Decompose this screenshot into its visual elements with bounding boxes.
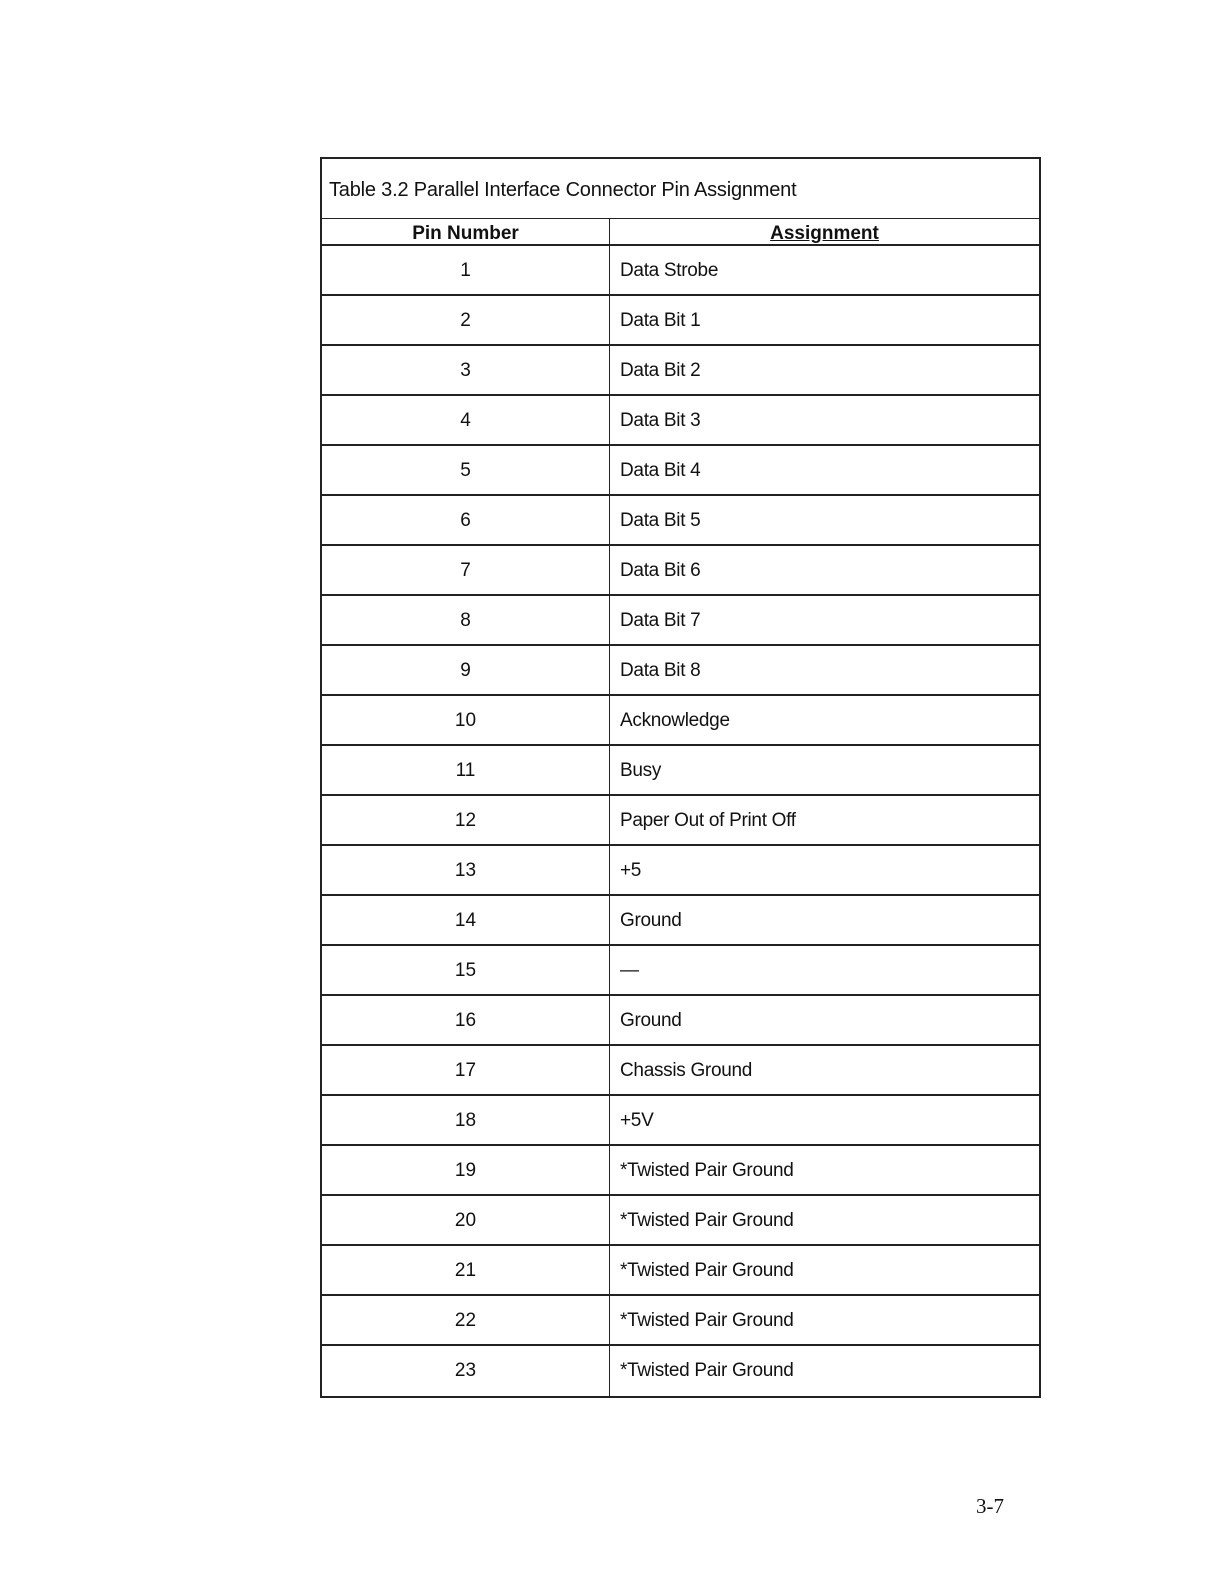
table-row — [322, 346, 1039, 396]
pin-number-cell: 6 — [322, 496, 610, 544]
assignment-cell: +5 — [620, 860, 642, 881]
table-row — [322, 446, 1039, 496]
pin-number-cell: 2 — [322, 296, 610, 344]
table-row — [322, 1296, 1039, 1346]
assignment-cell: Paper Out of Print Off — [620, 810, 796, 831]
assignment-cell: *Twisted Pair Ground — [620, 1310, 794, 1331]
assignment-cell: Data Bit 4 — [620, 460, 701, 481]
pin-number-cell: 13 — [322, 846, 610, 894]
assignment-cell: Data Bit 6 — [620, 560, 701, 581]
table-row — [322, 946, 1039, 996]
pin-number-cell: 12 — [322, 796, 610, 844]
table-row — [322, 696, 1039, 746]
table-row — [322, 746, 1039, 796]
table-row — [322, 396, 1039, 446]
assignment-cell: *Twisted Pair Ground — [620, 1210, 794, 1231]
assignment-cell: — — [620, 960, 639, 981]
table-row — [322, 1146, 1039, 1196]
assignment-cell: Ground — [620, 910, 682, 931]
table-row — [322, 296, 1039, 346]
pin-number-cell: 1 — [322, 246, 610, 294]
pin-number-cell: 4 — [322, 396, 610, 444]
pin-number-cell: 9 — [322, 646, 610, 694]
table-body — [322, 246, 1039, 1396]
pin-number-cell: 14 — [322, 896, 610, 944]
table-row — [322, 846, 1039, 896]
assignment-cell: Data Bit 8 — [620, 660, 701, 681]
pin-number-cell: 21 — [322, 1246, 610, 1294]
pin-number-cell: 23 — [322, 1346, 610, 1396]
pin-number-cell: 16 — [322, 996, 610, 1044]
pin-number-cell: 10 — [322, 696, 610, 744]
table-header-row — [322, 219, 1039, 246]
header-assignment: Assignment — [770, 223, 879, 244]
assignment-cell: Busy — [620, 760, 662, 781]
assignment-cell: *Twisted Pair Ground — [620, 1260, 794, 1281]
assignment-cell: Data Bit 7 — [620, 610, 701, 631]
table-row — [322, 1246, 1039, 1296]
assignment-cell: *Twisted Pair Ground — [620, 1160, 794, 1181]
assignment-cell: Ground — [620, 1010, 682, 1031]
assignment-cell: Data Bit 1 — [620, 310, 701, 331]
pin-number-cell: 11 — [322, 746, 610, 794]
pin-number-cell: 7 — [322, 546, 610, 594]
pin-number-cell: 5 — [322, 446, 610, 494]
assignment-cell: Acknowledge — [620, 710, 730, 731]
table-row — [322, 1346, 1039, 1396]
pin-number-cell: 17 — [322, 1046, 610, 1094]
pin-number-cell: 20 — [322, 1196, 610, 1244]
table-row — [322, 496, 1039, 546]
assignment-cell: Data Bit 2 — [620, 360, 701, 381]
assignment-cell: Data Strobe — [620, 260, 719, 281]
table-row — [322, 1096, 1039, 1146]
table-caption: Table 3.2 Parallel Interface Connector Pin Assignment — [322, 159, 1039, 219]
header-pin-number: Pin Number — [322, 219, 610, 244]
pin-number-cell: 19 — [322, 1146, 610, 1194]
table-row — [322, 546, 1039, 596]
table-row — [322, 796, 1039, 846]
table-row — [322, 896, 1039, 946]
table-row — [322, 596, 1039, 646]
pin-assignment-table — [320, 157, 1041, 1398]
table-row — [322, 646, 1039, 696]
assignment-cell: Data Bit 5 — [620, 510, 701, 531]
pin-number-cell: 22 — [322, 1296, 610, 1344]
table-row — [322, 246, 1039, 296]
table-row — [322, 996, 1039, 1046]
assignment-cell: Data Bit 3 — [620, 410, 701, 431]
pin-number-cell: 18 — [322, 1096, 610, 1144]
table-row — [322, 1196, 1039, 1246]
pin-number-cell: 8 — [322, 596, 610, 644]
assignment-cell: *Twisted Pair Ground — [620, 1360, 794, 1381]
pin-number-cell: 3 — [322, 346, 610, 394]
table-row — [322, 1046, 1039, 1096]
page-number: 3-7 — [976, 1494, 1004, 1518]
assignment-cell: Chassis Ground — [620, 1060, 753, 1081]
pin-number-cell: 15 — [322, 946, 610, 994]
assignment-cell: +5V — [620, 1110, 654, 1131]
